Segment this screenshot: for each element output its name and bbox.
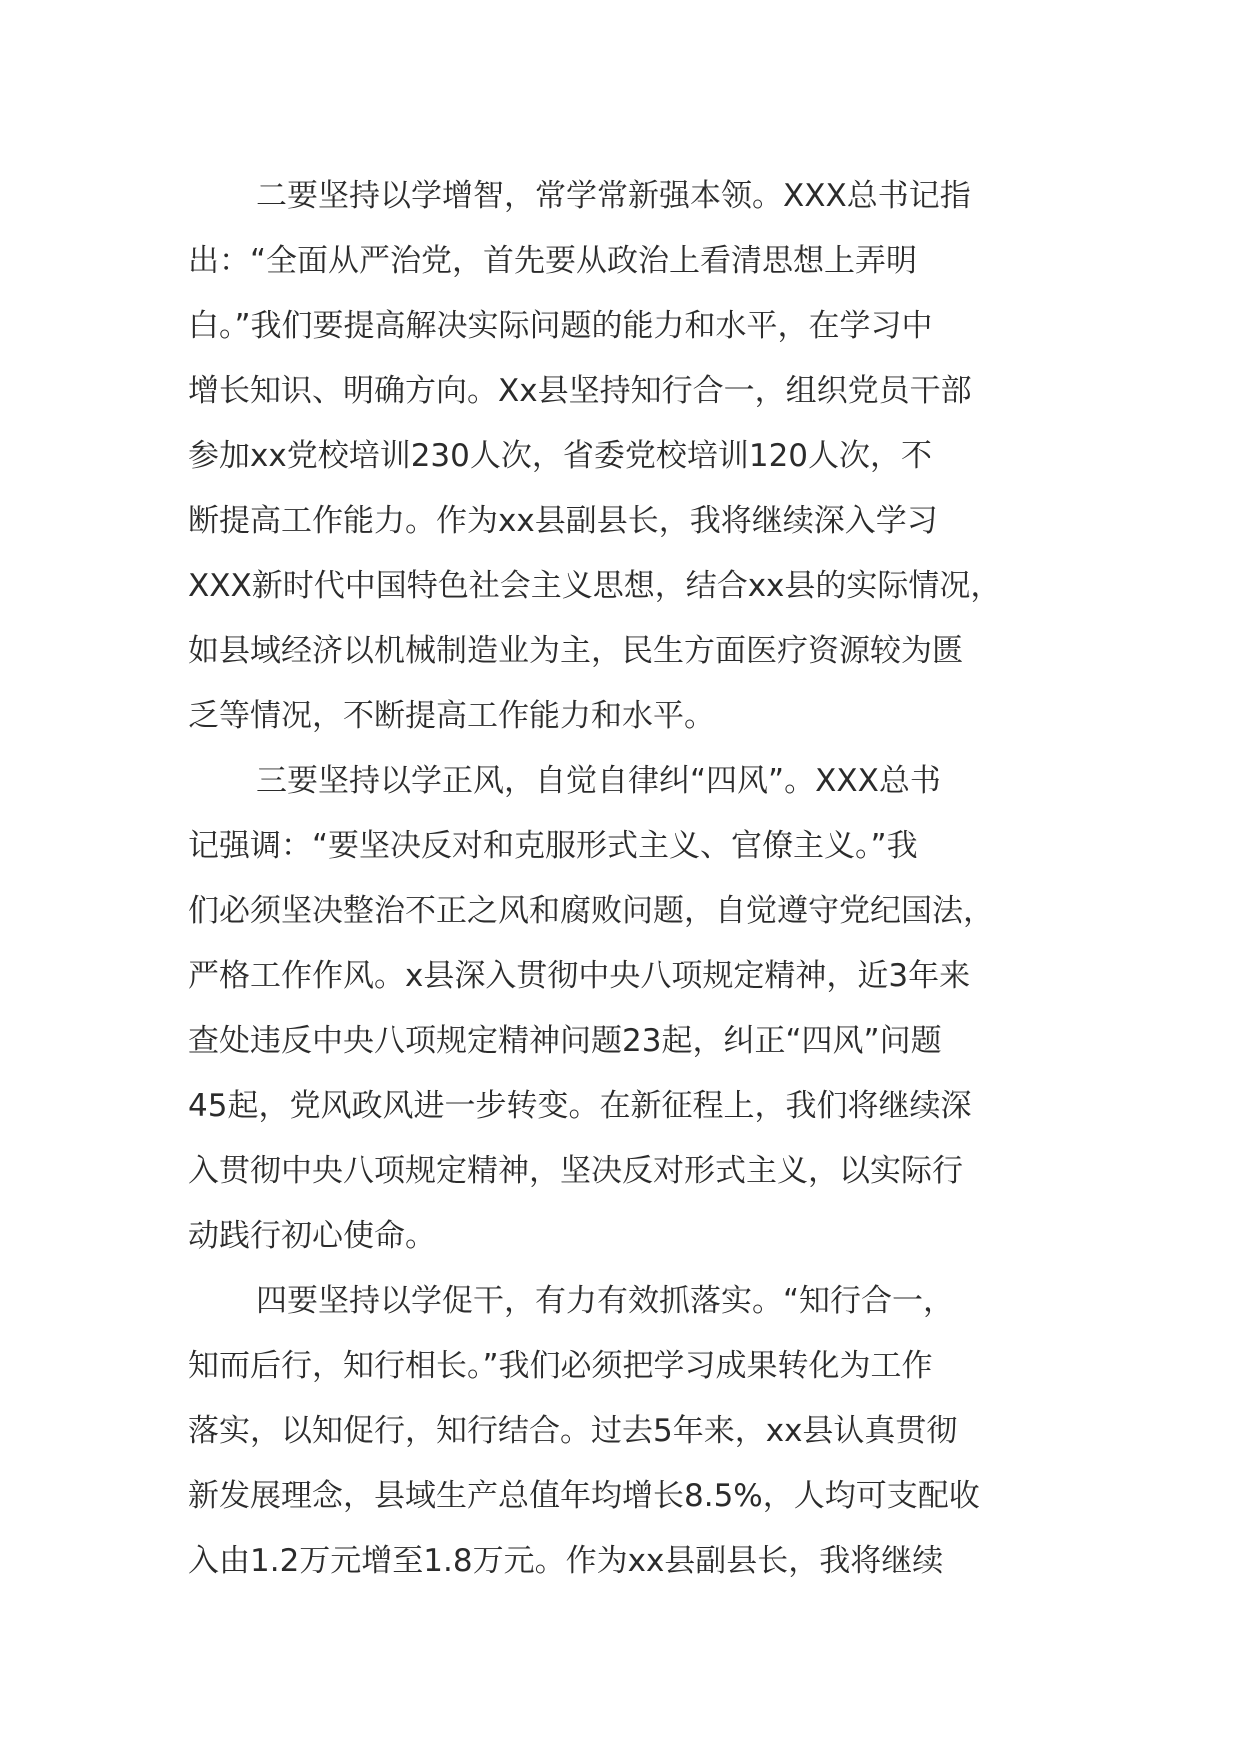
paragraph-line: 出：“全面从严治党，首先要从政治上看清思想上弄明 xyxy=(188,243,918,279)
paragraph-line: 断提高工作能力。作为xx县副县长，我将继续深入学习 xyxy=(188,503,938,539)
paragraph-line: 新发展理念，县域生产总值年均增长8.5%，人均可支配收 xyxy=(188,1478,980,1514)
paragraph-line: 白。”我们要提高解决实际问题的能力和水平，在学习中 xyxy=(188,308,933,344)
paragraph-line: 记强调：“要坚决反对和克服形式主义、官僚主义。”我 xyxy=(188,828,918,864)
paragraph-line: 落实，以知促行，知行结合。过去5年来，xx县认真贯彻 xyxy=(188,1413,958,1449)
paragraph-promote-work xyxy=(188,1269,1088,1594)
paragraph-study-wisdom xyxy=(188,164,1088,749)
paragraph-line: 三要坚持以学正风，自觉自律纠“四风”。XXX总书 xyxy=(256,763,941,799)
paragraph-line: 查处违反中央八项规定精神问题23起，纠正“四风”问题 xyxy=(188,1023,942,1059)
paragraph-line: 知而后行，知行相长。”我们必须把学习成果转化为工作 xyxy=(188,1348,933,1384)
paragraph-line: 四要坚持以学促干，有力有效抓落实。“知行合一， xyxy=(256,1283,955,1319)
document-body xyxy=(188,164,1088,1594)
paragraph-line: 们必须坚决整治不正之风和腐败问题，自觉遵守党纪国法， xyxy=(188,893,994,929)
paragraph-line: XXX新时代中国特色社会主义思想，结合xx县的实际情况， xyxy=(188,568,1002,604)
paragraph-line: 增长知识、明确方向。Xx县坚持知行合一，组织党员干部 xyxy=(188,373,972,409)
paragraph-line: 入由1.2万元增至1.8万元。作为xx县副县长，我将继续 xyxy=(188,1543,944,1579)
paragraph-rectify-style xyxy=(188,749,1088,1269)
paragraph-line: 入贯彻中央八项规定精神，坚决反对形式主义，以实际行 xyxy=(188,1153,963,1189)
paragraph-line: 乏等情况，不断提高工作能力和水平。 xyxy=(188,698,715,734)
paragraph-line: 参加xx党校培训230人次，省委党校培训120人次，不 xyxy=(188,438,933,474)
paragraph-line: 45起，党风政风进一步转变。在新征程上，我们将继续深 xyxy=(188,1088,972,1124)
paragraph-line: 严格工作作风。x县深入贯彻中央八项规定精神，近3年来 xyxy=(188,958,971,994)
paragraph-line: 二要坚持以学增智，常学常新强本领。XXX总书记指 xyxy=(256,178,971,214)
paragraph-line: 动践行初心使命。 xyxy=(188,1218,436,1254)
paragraph-line: 如县域经济以机械制造业为主，民生方面医疗资源较为匮 xyxy=(188,633,963,669)
